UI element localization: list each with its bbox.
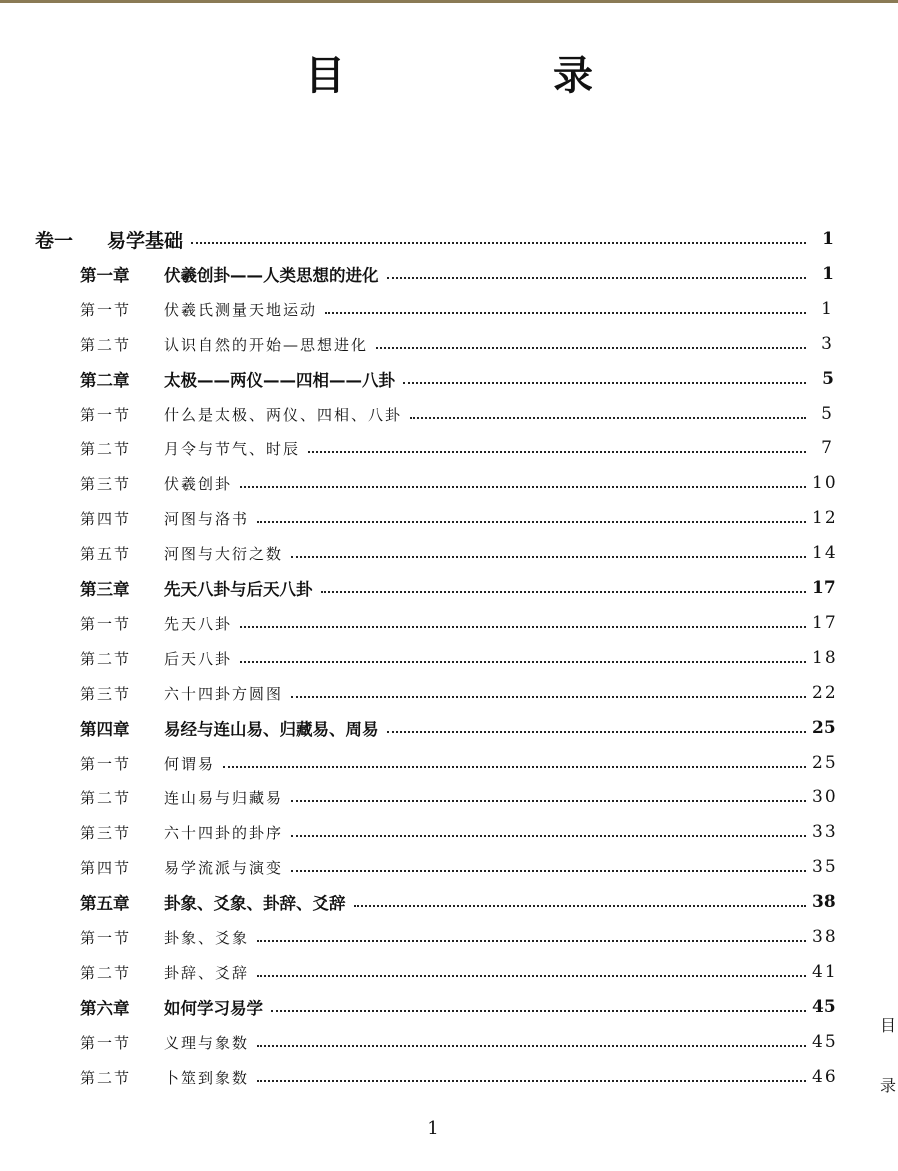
toc-entry-sec[interactable]: [80, 1062, 838, 1092]
side-mark-lu: 录: [880, 1076, 897, 1095]
toc-entry-sec[interactable]: [80, 608, 838, 638]
toc-entry-label: 卷一: [35, 229, 74, 252]
toc-entry-label: 第一节: [80, 405, 132, 424]
toc-entry-sec[interactable]: [80, 782, 838, 812]
toc-entry-title: 伏羲创卦: [164, 474, 233, 493]
dot-leader: [257, 1045, 806, 1047]
toc-entry-page: 33: [812, 822, 838, 842]
toc-entry-page: 25: [812, 718, 836, 738]
toc-entry-sec[interactable]: [80, 957, 838, 987]
toc-entry-label: 第六章: [80, 999, 130, 1018]
dot-leader: [387, 731, 807, 733]
toc-entry-label: 第二节: [80, 1068, 132, 1087]
toc-entry-page: 17: [812, 578, 836, 598]
dot-leader: [291, 800, 806, 802]
dot-leader: [354, 905, 807, 907]
toc-entry-title: 卦辞、爻辞: [164, 963, 250, 982]
toc-entry-title: 卦象、爻象: [164, 928, 250, 947]
side-mark-mu: 目: [880, 1016, 897, 1035]
dot-leader: [191, 242, 806, 244]
page-number: 1: [427, 1118, 439, 1139]
toc-entry-chap[interactable]: [80, 887, 834, 917]
toc-entry-page: 17: [812, 613, 838, 633]
toc-entry-title: 易学流派与演变: [164, 858, 284, 877]
toc-entry-page: 7: [821, 438, 834, 458]
dot-leader: [403, 382, 806, 384]
toc-entry-title: 什么是太极、两仪、四相、八卦: [164, 405, 403, 424]
toc-entry-page: 1: [821, 299, 834, 319]
toc-entry-sec[interactable]: [80, 817, 838, 847]
dot-leader: [240, 486, 806, 488]
toc-entry-title: 六十四卦方圆图: [164, 684, 284, 703]
toc-entry-sec[interactable]: [80, 503, 838, 533]
toc-entry-label: 第一节: [80, 614, 132, 633]
toc-entry-sec[interactable]: [80, 399, 834, 429]
toc-entry-label: 第三节: [80, 823, 132, 842]
dot-leader: [376, 347, 806, 349]
toc-entry-chap[interactable]: [80, 364, 834, 394]
toc-entry-page: 30: [812, 787, 838, 807]
toc-entry-title: 后天八卦: [164, 649, 233, 668]
toc-entry-title: 卦象、爻象、卦辞、爻辞: [164, 894, 346, 913]
toc-entry-page: 12: [812, 508, 838, 528]
toc-entry-label: 第一节: [80, 300, 132, 319]
toc-entry-title: 何谓易: [164, 754, 216, 773]
toc-entry-label: 第一节: [80, 928, 132, 947]
toc-entry-sec[interactable]: [80, 748, 838, 778]
toc-entry-sec[interactable]: [80, 1027, 838, 1057]
toc-entry-label: 第一节: [80, 754, 132, 773]
toc-entry-page: 18: [812, 648, 838, 668]
dot-leader: [257, 940, 806, 942]
toc-entry-page: 38: [812, 927, 838, 947]
toc-entry-chap[interactable]: [80, 259, 834, 289]
dot-leader: [291, 696, 806, 698]
toc-entry-title: 易学基础: [107, 229, 184, 252]
dot-leader: [308, 451, 806, 453]
toc-entry-title: 六十四卦的卦序: [164, 823, 284, 842]
toc-entry-title: 先天八卦与后天八卦: [164, 580, 313, 599]
toc-entry-page: 10: [812, 473, 838, 493]
top-border: [0, 0, 898, 3]
toc-entry-label: 第四章: [80, 720, 130, 739]
dot-leader: [291, 870, 806, 872]
dot-leader: [387, 277, 807, 279]
toc-entry-label: 第三节: [80, 684, 132, 703]
toc-entry-page: 3: [821, 334, 834, 354]
dot-leader: [257, 1080, 806, 1082]
toc-entry-label: 第二节: [80, 439, 132, 458]
toc-entry-label: 第二节: [80, 335, 132, 354]
toc-entry-title: 如何学习易学: [164, 999, 263, 1018]
toc-entry-title: 伏羲氏测量天地运动: [164, 300, 318, 319]
toc-entry-sec[interactable]: [80, 538, 838, 568]
toc-entry-chap[interactable]: [80, 992, 834, 1022]
dot-leader: [257, 521, 806, 523]
page-title: 目 录: [305, 53, 677, 99]
toc-entry-page: 5: [822, 369, 834, 389]
dot-leader: [410, 417, 806, 419]
toc-entry-page: 45: [812, 1032, 838, 1052]
toc-entry-title: 月令与节气、时辰: [164, 439, 301, 458]
toc-entry-page: 5: [821, 404, 834, 424]
toc-entry-label: 第一章: [80, 266, 130, 285]
toc-entry-vol[interactable]: [35, 224, 834, 254]
toc-entry-label: 第二节: [80, 649, 132, 668]
toc-entry-label: 第三节: [80, 474, 132, 493]
toc-entry-title: 易经与连山易、归藏易、周易: [164, 720, 379, 739]
toc-entry-page: 14: [812, 543, 838, 563]
toc-entry-sec[interactable]: [80, 852, 838, 882]
dot-leader: [271, 1010, 806, 1012]
toc-entry-label: 第二节: [80, 788, 132, 807]
toc-entry-page: 22: [812, 683, 838, 703]
toc-entry-sec[interactable]: [80, 433, 834, 463]
toc-entry-chap[interactable]: [80, 573, 834, 603]
toc-entry-title: 卜筮到象数: [164, 1068, 250, 1087]
dot-leader: [240, 661, 806, 663]
toc-entry-label: 第五章: [80, 894, 130, 913]
toc-entry-label: 第三章: [80, 580, 130, 599]
toc-entry-page: 46: [812, 1067, 838, 1087]
toc-entry-sec[interactable]: [80, 922, 838, 952]
toc-entry-title: 认识自然的开始—思想进化: [164, 335, 369, 354]
toc-entry-label: 第四节: [80, 509, 132, 528]
dot-leader: [291, 556, 806, 558]
toc-entry-label: 第四节: [80, 858, 132, 877]
toc-entry-label: 第一节: [80, 1033, 132, 1052]
toc-entry-page: 1: [822, 264, 834, 284]
toc-entry-sec[interactable]: [80, 678, 838, 708]
toc-entry-title: 先天八卦: [164, 614, 233, 633]
toc-entry-label: 第二章: [80, 371, 130, 390]
dot-leader: [325, 312, 806, 314]
toc-entry-sec[interactable]: [80, 294, 834, 324]
toc-entry-page: 25: [812, 753, 838, 773]
dot-leader: [240, 626, 806, 628]
toc-entry-sec[interactable]: [80, 643, 838, 673]
toc-entry-chap[interactable]: [80, 713, 834, 743]
toc-entry-page: 38: [812, 892, 836, 912]
toc-entry-label: 第五节: [80, 544, 132, 563]
toc-entry-sec[interactable]: [80, 329, 834, 359]
dot-leader: [223, 766, 806, 768]
toc-entry-sec[interactable]: [80, 468, 838, 498]
toc-entry-page: 1: [822, 229, 834, 249]
toc-entry-title: 太极——两仪——四相——八卦: [164, 371, 395, 390]
dot-leader: [321, 591, 807, 593]
toc-entry-page: 35: [812, 857, 838, 877]
dot-leader: [291, 835, 806, 837]
toc-entry-page: 41: [812, 962, 838, 982]
toc-entry-title: 河图与洛书: [164, 509, 250, 528]
toc-entry-title: 义理与象数: [164, 1033, 250, 1052]
dot-leader: [257, 975, 806, 977]
toc-entry-title: 伏羲创卦——人类思想的进化: [164, 266, 379, 285]
toc-entry-label: 第二节: [80, 963, 132, 982]
toc-entry-page: 45: [812, 997, 836, 1017]
toc-entry-title: 河图与大衍之数: [164, 544, 284, 563]
toc-entry-title: 连山易与归藏易: [164, 788, 284, 807]
